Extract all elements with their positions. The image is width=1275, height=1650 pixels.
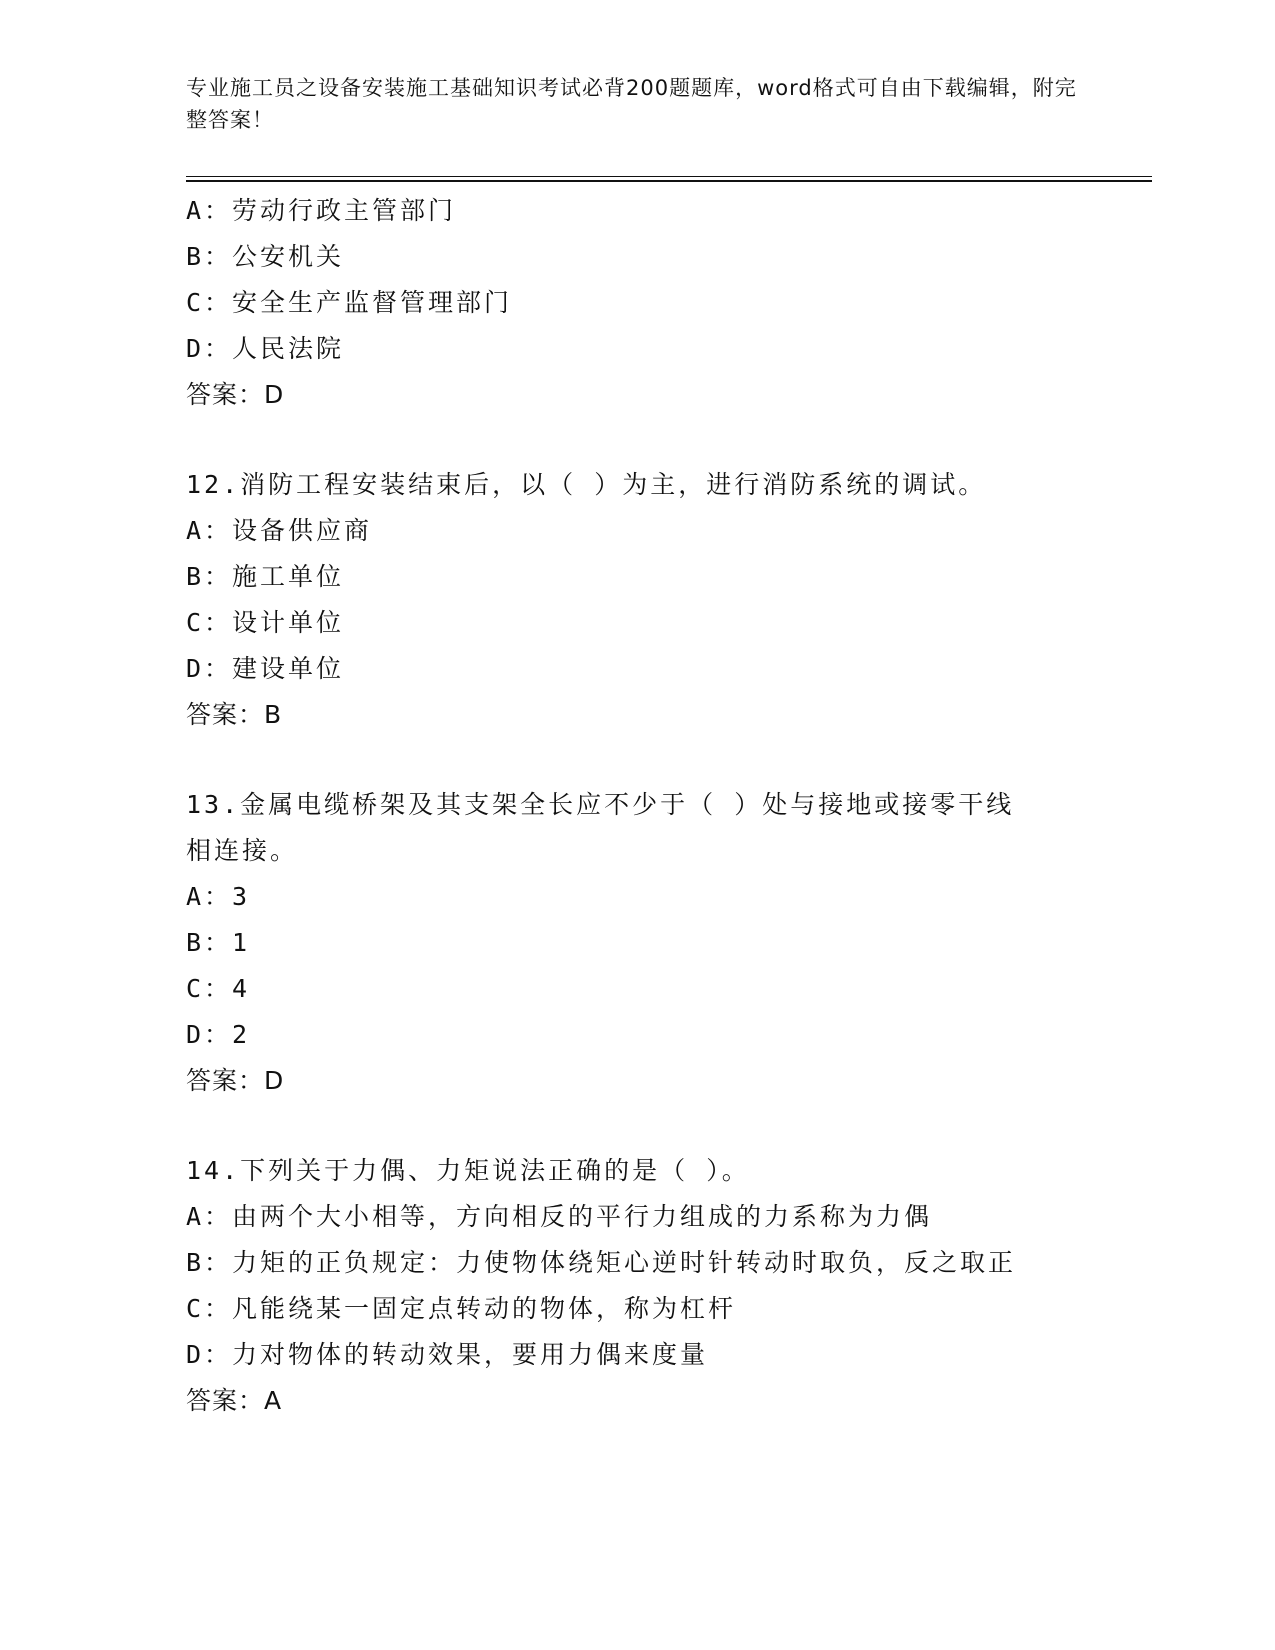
question-stem: 14.下列关于力偶、力矩说法正确的是（ ）。 bbox=[186, 1156, 750, 1185]
answer: 答案：A bbox=[186, 1386, 283, 1415]
option-b: B：施工单位 bbox=[186, 562, 345, 591]
option-c: C：4 bbox=[186, 974, 251, 1003]
answer: 答案：D bbox=[186, 380, 285, 409]
question-11 bbox=[186, 188, 1152, 418]
spacer bbox=[186, 1104, 1152, 1148]
option-c: C：安全生产监督管理部门 bbox=[186, 288, 513, 317]
option-d: D：2 bbox=[186, 1020, 251, 1049]
document-header: 专业施工员之设备安装施工基础知识考试必背200题题库，word格式可自由下载编辑，附完整答案！ bbox=[186, 76, 1077, 132]
option-d: D：力对物体的转动效果，要用力偶来度量 bbox=[186, 1340, 709, 1369]
question-stem: 13.金属电缆桥架及其支架全长应不少于（ ）处与接地或接零干线相连接。 bbox=[186, 790, 1015, 865]
option-d: D：建设单位 bbox=[186, 654, 345, 683]
option-c: C：设计单位 bbox=[186, 608, 345, 637]
answer: 答案：B bbox=[186, 700, 283, 729]
question-13 bbox=[186, 782, 1152, 1104]
question-stem: 12.消防工程安装结束后，以（ ）为主，进行消防系统的调试。 bbox=[186, 470, 987, 499]
header-divider bbox=[186, 176, 1152, 177]
question-12 bbox=[186, 462, 1152, 738]
option-b: B：公安机关 bbox=[186, 242, 345, 271]
option-a: A：劳动行政主管部门 bbox=[186, 196, 457, 225]
header-divider-thick bbox=[186, 180, 1152, 182]
answer: 答案：D bbox=[186, 1066, 285, 1095]
option-d: D：人民法院 bbox=[186, 334, 345, 363]
option-a: A：设备供应商 bbox=[186, 516, 373, 545]
question-14 bbox=[186, 1148, 1152, 1424]
question-list bbox=[186, 188, 1152, 1424]
option-a: A：由两个大小相等，方向相反的平行力组成的力系称为力偶 bbox=[186, 1202, 933, 1231]
option-b: B：1 bbox=[186, 928, 251, 957]
spacer bbox=[186, 738, 1152, 782]
option-b: B：力矩的正负规定：力使物体绕矩心逆时针转动时取负，反之取正 bbox=[186, 1248, 1017, 1277]
option-c: C：凡能绕某一固定点转动的物体，称为杠杆 bbox=[186, 1294, 737, 1323]
spacer bbox=[186, 418, 1152, 462]
option-a: A：3 bbox=[186, 882, 251, 911]
